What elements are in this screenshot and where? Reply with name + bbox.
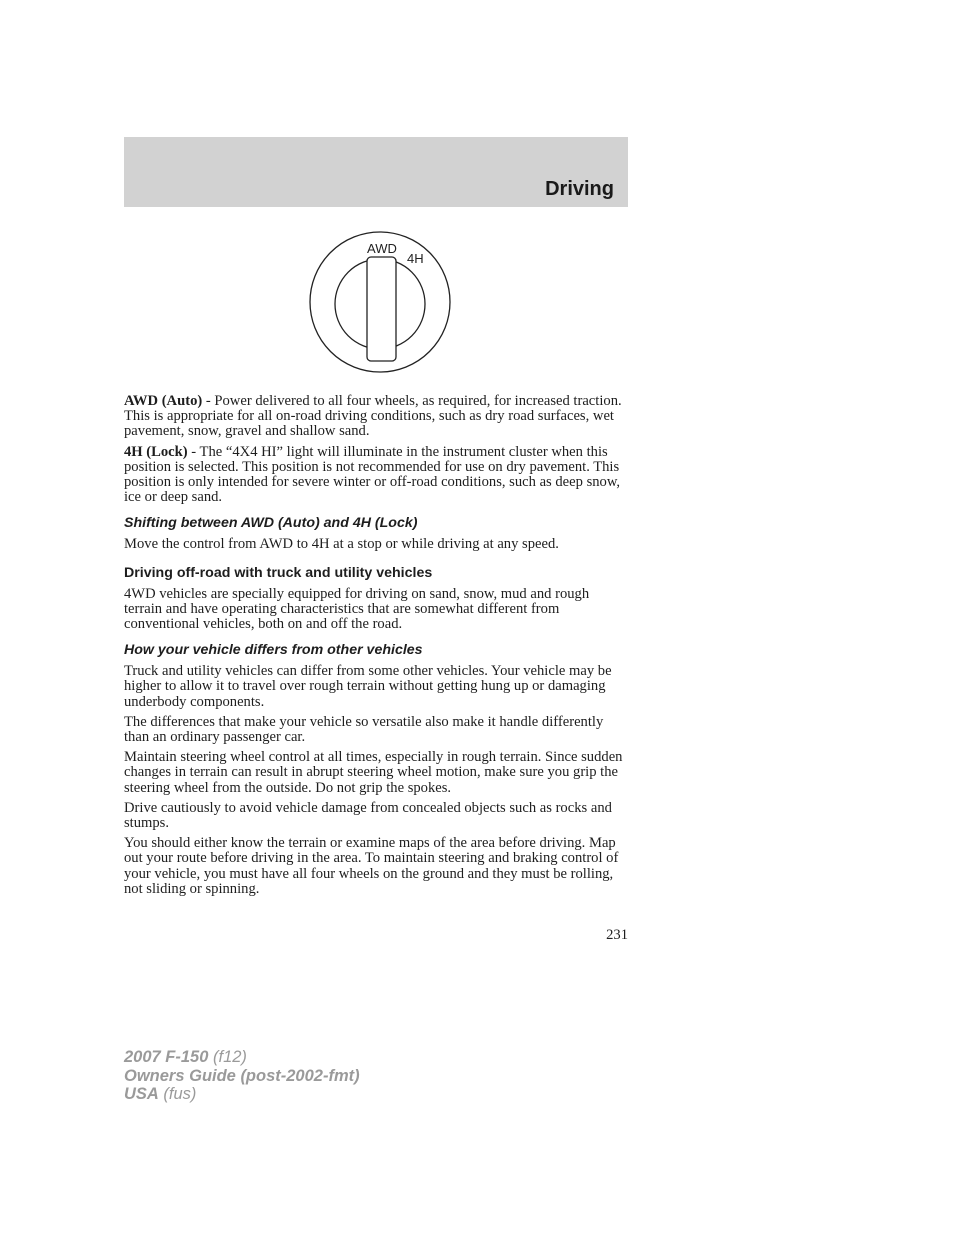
footer-model-code: (f12) — [208, 1048, 247, 1066]
shifting-paragraph: Move the control from AWD to 4H at a stop or while driving at any speed. — [124, 536, 559, 553]
differs-paragraph-5: You should either know the terrain or examine maps of the area before driving. Map out your route before driving in the area. To maintain steering and braking control of your vehicle, you must have all four wheels on the ground and they must be rolling, not sliding or spinning. — [124, 835, 619, 897]
footer-line-guide — [124, 1067, 360, 1086]
4h-lock-term: 4H (Lock) — [124, 443, 188, 460]
section-title: Driving — [545, 178, 614, 200]
footer-model: 2007 F-150 — [124, 1048, 209, 1066]
differs-heading: How your vehicle differs from other vehicles — [124, 642, 423, 659]
differs-paragraph-2: The differences that make your vehicle so versatile also make it handle differently than an ordinary passenger car. — [124, 713, 604, 746]
awd-auto-description: - Power delivered to all four wheels, as required, for increased traction. This is appropriate for all on-road driving conditions, such as dry road surfaces, wet pavement, snow, gravel and shallow sand. — [124, 393, 622, 440]
shifting-heading: Shifting between AWD (Auto) and 4H (Lock) — [124, 515, 418, 532]
footer-line-model — [124, 1048, 360, 1067]
offroad-paragraph: 4WD vehicles are specially equipped for driving on sand, snow, mud and rough terrain and have operating characteristics that are somewhat different from conventional vehicles, both on and off the road. — [124, 585, 590, 633]
differs-paragraph-3: Maintain steering wheel control at all times, especially in rough terrain. Since sudden changes in terrain can result in abrupt steering wheel motion, make sure you grip the steering wheel from the outside. Do not grip the spokes. — [124, 749, 623, 796]
knob-grip-handle — [367, 257, 396, 361]
awd-auto-paragraph — [124, 394, 628, 440]
offroad-heading: Driving off-road with truck and utility vehicles — [124, 564, 433, 581]
differs-paragraph-1: Truck and utility vehicles can differ from some other vehicles. Your vehicle may be higher to allow it to travel over rough terrain without getting hung up or damaging underbody components. — [124, 663, 612, 710]
awd-auto-term: AWD (Auto) — [124, 393, 203, 409]
page-body — [124, 394, 628, 902]
footer-guide: Owners Guide (post-2002-fmt) — [124, 1066, 360, 1085]
4h-position-label: 4H — [407, 251, 424, 266]
page-number: 231 — [606, 927, 628, 943]
footer-market: USA — [124, 1085, 159, 1103]
awd-4h-selector-knob-illustration — [306, 228, 454, 376]
awd-position-label: AWD — [367, 241, 397, 256]
footer-market-code: (fus) — [158, 1085, 197, 1103]
differs-paragraph-4: Drive cautiously to avoid vehicle damage from concealed objects such as rocks and stumps. — [124, 799, 612, 832]
4h-lock-description: - The “4X4 HI” light will illuminate in the instrument cluster when this position is selected. This position is not recommended for use on dry pavement. This position is only intended for severe winter or off-road conditions, such as deep snow, ice or deep sand. — [124, 443, 621, 506]
footer-line-market — [124, 1085, 360, 1104]
section-header-band — [124, 137, 628, 207]
4h-lock-paragraph — [124, 445, 628, 506]
document-footer — [124, 1048, 360, 1104]
